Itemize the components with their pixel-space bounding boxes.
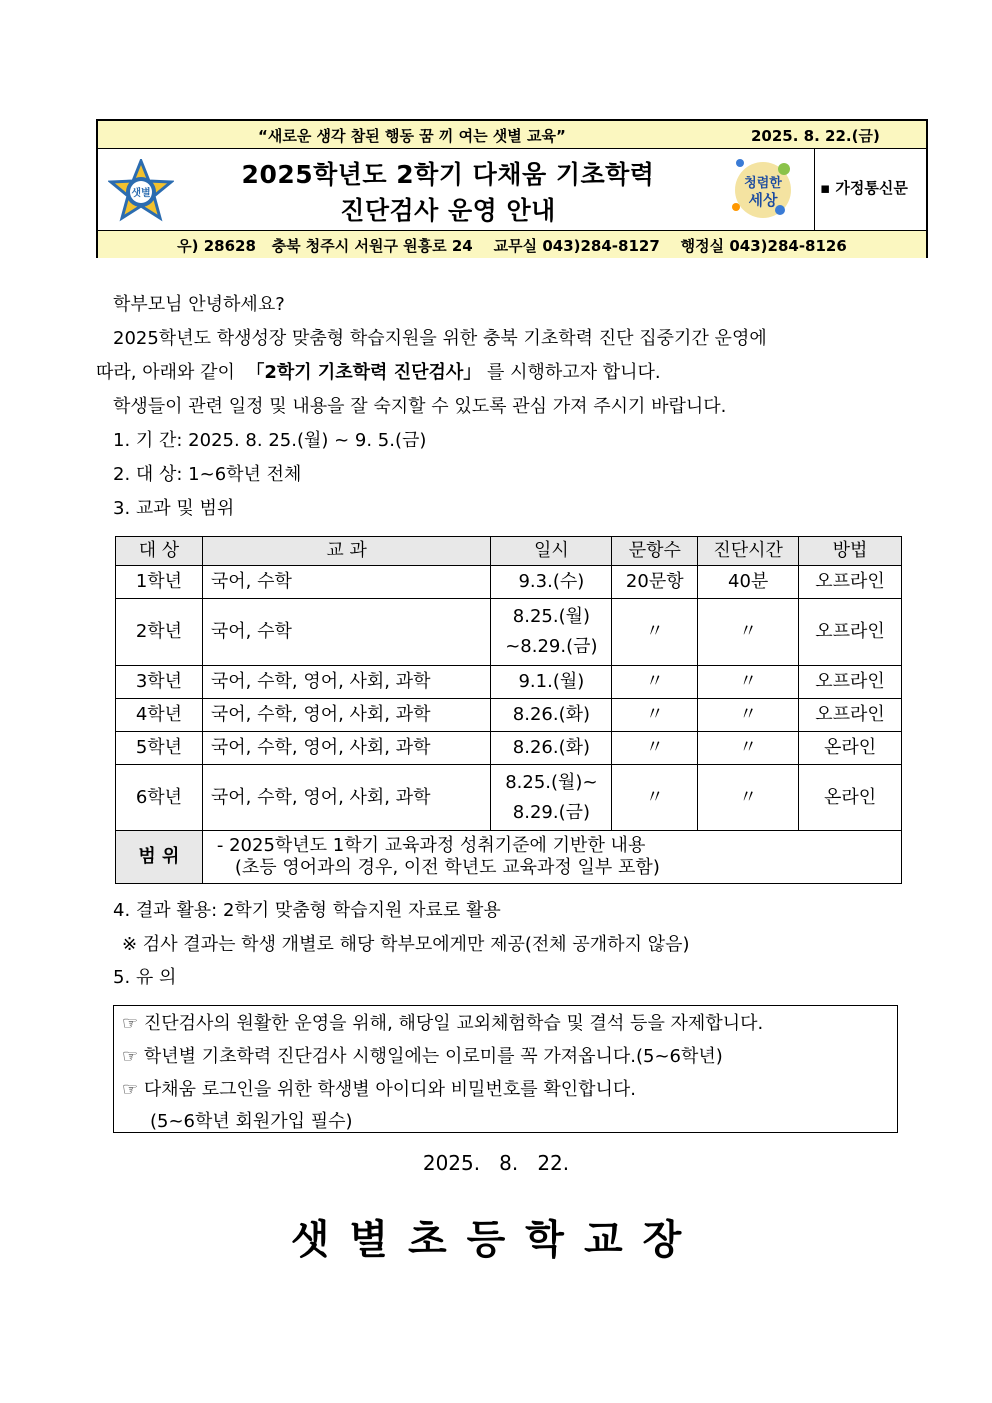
column-header: 진단시간 [698,537,799,566]
method-cell: 온라인 [799,732,902,765]
caution-item: ☞ 학년별 기초학력 진단검사 시행일에는 이로미를 꼭 가져옵니다.(5~6학년) [122,1046,723,1067]
header-slogan-bar [98,121,926,149]
item-subjects-heading: 3. 교과 및 범위 [113,498,235,519]
newsletter-label: ▪ 가정통신문 [820,179,908,197]
date-line: 8.29.(금) [512,801,590,823]
time-cell: 〃 [698,765,799,831]
subjects-cell: 국어, 수학 [202,566,491,599]
time-cell: 40분 [698,566,799,599]
table-row [116,699,902,732]
principal-signature: 샛별초등학교장 [290,1217,702,1263]
badge-text-2: 세상 [748,191,778,209]
count-cell: 〃 [612,732,698,765]
method-cell: 온라인 [799,765,902,831]
caution-item: (5~6학년 회원가입 필수) [150,1111,353,1132]
grade-cell: 5학년 [116,732,203,765]
date-cell [491,765,612,831]
issue-date: 2025. 8. 22.(금) [751,127,880,145]
header-title-area [98,149,926,231]
range-row [116,831,902,884]
paragraph-line: 2025학년도 학생성장 맞춤형 학습지원을 위한 충북 기초학력 진단 집중기간 운영에 [113,328,767,349]
method-cell: 오프라인 [799,566,902,599]
school-logo-icon [108,159,174,223]
schedule-table [115,536,902,884]
count-cell: 20문항 [612,566,698,599]
caution-item: ☞ 진단검사의 원활한 운영을 위해, 해당일 교외체험학습 및 결석 등을 자제합니다. [122,1013,764,1034]
count-cell: 〃 [612,765,698,831]
caution-item: ☞ 다채움 로그인을 위한 학생별 아이디와 비밀번호를 확인합니다. [122,1079,636,1100]
table-row [116,732,902,765]
grade-cell: 2학년 [116,599,203,666]
method-cell: 오프라인 [799,699,902,732]
footer-date: 2025. 8. 22. [422,1151,570,1175]
grade-cell: 1학년 [116,566,203,599]
item-target: 2. 대 상: 1~6학년 전체 [113,464,302,485]
page-title-line2: 진단검사 운영 안내 [340,196,556,225]
date-cell: 9.1.(월) [491,666,612,699]
table-header-row [116,537,902,566]
count-cell: 〃 [612,666,698,699]
column-header: 대 상 [116,537,203,566]
grade-cell: 3학년 [116,666,203,699]
column-header: 일시 [491,537,612,566]
newsletter-header [96,119,928,258]
subjects-cell: 국어, 수학 [202,599,491,666]
subjects-cell: 국어, 수학, 영어, 사회, 과학 [202,765,491,831]
paragraph-line: 학생들이 관련 일정 및 내용을 잘 숙지할 수 있도록 관심 가져 주시기 바랍니다. [113,396,727,417]
item-period: 1. 기 간: 2025. 8. 25.(월) ~ 9. 5.(금) [113,430,427,451]
grade-cell: 6학년 [116,765,203,831]
usage-note: ※ 검사 결과는 학생 개별로 해당 학부모에게만 제공(전체 공개하지 않음) [122,934,690,955]
item-cautions-heading: 5. 유 의 [113,967,177,988]
table-row [116,666,902,699]
date-cell: 8.26.(화) [491,699,612,732]
time-cell: 〃 [698,732,799,765]
range-line: (초등 영어과의 경우, 이전 학년도 교육과정 일부 포함) [234,857,660,878]
table-row [116,765,902,831]
test-name: 「2학기 기초학력 진단검사」 [246,362,482,383]
method-cell: 오프라인 [799,599,902,666]
time-cell: 〃 [698,599,799,666]
method-cell: 오프라인 [799,666,902,699]
paragraph-text: 를 시행하고자 합니다. [481,362,661,383]
badge-text-1: 청렴한 [744,176,782,191]
table-row [116,599,902,666]
column-header: 교 과 [202,537,491,566]
time-cell: 〃 [698,666,799,699]
date-line: ~8.29.(금) [505,636,598,657]
range-line: - 2025학년도 1학기 교육과정 성취기준에 기반한 내용 [216,835,646,856]
school-address: 우) 28628 충북 청주시 서원구 원흥로 24 교무실 043)284-8127 행정실 043)284-8126 [177,237,847,255]
subjects-cell: 국어, 수학, 영어, 사회, 과학 [202,699,491,732]
greeting: 학부모님 안녕하세요? [113,294,285,315]
range-text [202,831,901,884]
paragraph-text: 따라, 아래와 같이 [96,362,247,383]
page-title-line1: 2025학년도 2학기 다채움 기초학력 [241,160,655,189]
header-divider [814,149,815,231]
count-cell: 〃 [612,699,698,732]
integrity-badge-icon [728,155,798,225]
date-cell: 9.3.(수) [491,566,612,599]
grade-cell: 4학년 [116,699,203,732]
item-usage: 4. 결과 활용: 2학기 맞춤형 학습지원 자료로 활용 [113,900,501,921]
logo-text: 샛별 [131,188,151,199]
column-header: 문항수 [612,537,698,566]
school-slogan: “새로운 생각 참된 행동 꿈 끼 여는 샛별 교육” [258,127,566,145]
subjects-cell: 국어, 수학, 영어, 사회, 과학 [202,732,491,765]
subjects-cell: 국어, 수학, 영어, 사회, 과학 [202,666,491,699]
range-label: 범 위 [116,831,203,884]
date-line: 8.25.(월) [512,606,590,627]
header-address-bar [98,231,926,258]
date-line: 8.25.(월)~ [505,771,598,793]
table-row [116,566,902,599]
time-cell: 〃 [698,699,799,732]
paragraph-line [96,362,661,384]
date-cell: 8.26.(화) [491,732,612,765]
cautions-box [113,1005,898,1133]
count-cell: 〃 [612,599,698,666]
date-cell [491,599,612,666]
column-header: 방법 [799,537,902,566]
